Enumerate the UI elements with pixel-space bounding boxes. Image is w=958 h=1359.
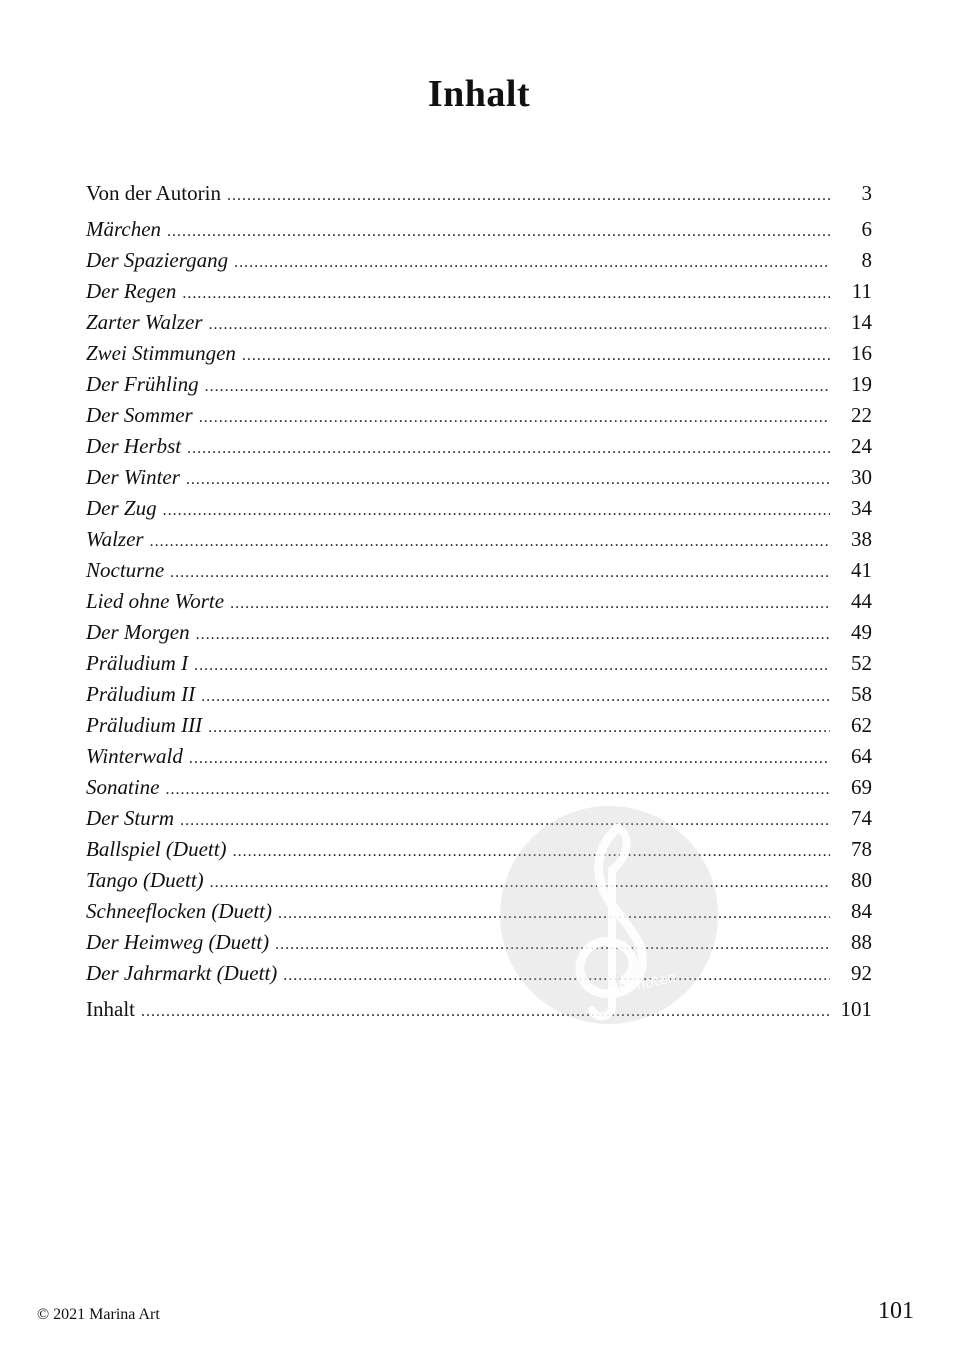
toc-entry-title: Ballspiel (Duett) [86, 837, 227, 861]
toc-dot-leader [234, 247, 830, 278]
toc-dot-leader [180, 805, 830, 836]
toc-entry-title: Nocturne [86, 558, 165, 582]
watermark-text: alle-noten [605, 969, 678, 1000]
toc-entry-page: 34 [851, 496, 872, 520]
toc-entry-title: Inhalt [86, 997, 135, 1021]
toc-entry[interactable] [86, 214, 872, 245]
toc-entry-page: 14 [851, 310, 872, 334]
toc-entry-page: 11 [851, 279, 872, 303]
toc-entry[interactable] [86, 178, 872, 209]
toc-dot-leader [166, 774, 831, 805]
toc-entry-title: Der Regen [86, 279, 177, 303]
toc-dot-leader [141, 996, 830, 1027]
toc-dot-leader [208, 712, 830, 743]
toc-dot-leader [278, 898, 830, 929]
toc-entry-title: Der Winter [86, 465, 180, 489]
toc-dot-leader [242, 340, 830, 371]
toc-entry[interactable] [86, 338, 872, 369]
toc-entry-title: Winterwald [86, 744, 183, 768]
toc-dot-leader [182, 278, 830, 309]
toc-entry-page: 52 [851, 651, 872, 675]
toc-entry-page: 88 [851, 930, 872, 954]
toc-entry[interactable] [86, 803, 872, 834]
toc-entry-page: 22 [851, 403, 872, 427]
toc-entry-page: 19 [851, 372, 872, 396]
toc-entry[interactable] [86, 710, 872, 741]
toc-entry-title: Der Herbst [86, 434, 182, 458]
toc-entry-title: Der Frühling [86, 372, 199, 396]
toc-entry-page: 92 [851, 961, 872, 985]
toc-entry-page: 78 [851, 837, 872, 861]
toc-dot-leader [201, 681, 830, 712]
toc-entry[interactable] [86, 896, 872, 927]
toc-entry-page: 41 [851, 558, 872, 582]
toc-entry-page: 80 [851, 868, 872, 892]
toc-entry-title: Der Heimweg (Duett) [86, 930, 270, 954]
toc-dot-leader [199, 402, 830, 433]
toc-dot-leader [170, 557, 830, 588]
toc-entry-page: 84 [851, 899, 872, 923]
toc-entry[interactable] [86, 586, 872, 617]
toc-dot-leader [275, 929, 830, 960]
toc-entry[interactable] [86, 245, 872, 276]
toc-dot-leader [233, 836, 830, 867]
toc-entry-title: Sonatine [86, 775, 160, 799]
toc-entry-title: Zarter Walzer [86, 310, 203, 334]
toc-entry-page: 3 [861, 181, 872, 205]
toc-entry[interactable] [86, 617, 872, 648]
toc-entry-title: Tango (Duett) [86, 868, 204, 892]
toc-dot-leader [163, 495, 830, 526]
toc-entry-title: Von der Autorin [86, 181, 221, 205]
toc-dot-leader [194, 650, 830, 681]
toc-dot-leader [230, 588, 830, 619]
toc-entry-page: 49 [851, 620, 872, 644]
toc-dot-leader [189, 743, 830, 774]
toc-entry[interactable] [86, 927, 872, 958]
toc-entry[interactable] [86, 555, 872, 586]
toc-entry[interactable] [86, 958, 872, 989]
toc-dot-leader [205, 371, 830, 402]
toc-entry-title: Schneeflocken (Duett) [86, 899, 272, 923]
toc-entry-title: Präludium III [86, 713, 203, 737]
toc-entry-page: 24 [851, 434, 872, 458]
toc-entry[interactable] [86, 400, 872, 431]
toc-entry-title: Der Spaziergang [86, 248, 229, 272]
toc-entry-title: Präludium I [86, 651, 189, 675]
toc-entry[interactable] [86, 994, 872, 1025]
toc-entry-title: Der Sommer [86, 403, 193, 427]
toc-entry-title: Präludium II [86, 682, 196, 706]
page-number: 101 [878, 1298, 914, 1324]
toc-entry-page: 6 [861, 217, 872, 241]
toc-entry-page: 74 [851, 806, 872, 830]
toc-entry-page: 16 [851, 341, 872, 365]
toc-entry[interactable] [86, 431, 872, 462]
toc-entry-title: Walzer [86, 527, 144, 551]
toc-entry-page: 44 [851, 589, 872, 613]
toc-dot-leader [283, 960, 830, 991]
toc-entry[interactable] [86, 462, 872, 493]
toc-entry-page: 101 [840, 997, 872, 1021]
toc-entry-title: Lied ohne Worte [86, 589, 225, 613]
toc-entry-page: 69 [851, 775, 872, 799]
toc-entry-title: Der Sturm [86, 806, 175, 830]
toc-dot-leader [227, 180, 830, 211]
toc-entry-page: 8 [861, 248, 872, 272]
toc-entry[interactable] [86, 307, 872, 338]
toc-entry-page: 64 [851, 744, 872, 768]
toc-entry-title: Der Morgen [86, 620, 190, 644]
toc-dot-leader [186, 464, 830, 495]
toc-dot-leader [167, 216, 830, 247]
copyright-notice: © 2021 Marina Art [37, 1306, 160, 1323]
toc-dot-leader [209, 309, 831, 340]
toc-entry[interactable] [86, 493, 872, 524]
toc-entry-page: 62 [851, 713, 872, 737]
toc-dot-leader [187, 433, 830, 464]
toc-entry-title: Zwei Stimmungen [86, 341, 236, 365]
toc-entry-page: 58 [851, 682, 872, 706]
toc-entry[interactable] [86, 369, 872, 400]
toc-entry-title: Der Jahrmarkt (Duett) [86, 961, 278, 985]
toc-entry[interactable] [86, 679, 872, 710]
toc-entry-title: Märchen [86, 217, 162, 241]
toc-entry[interactable] [86, 276, 872, 307]
toc-entry[interactable] [86, 772, 872, 803]
toc-entry[interactable] [86, 741, 872, 772]
toc-entry-page: 38 [851, 527, 872, 551]
page-title: Inhalt [427, 73, 531, 115]
toc-entry[interactable] [86, 524, 872, 555]
table-of-contents [86, 178, 872, 1025]
toc-entry-title: Der Zug [86, 496, 157, 520]
toc-dot-leader [196, 619, 830, 650]
toc-entry[interactable] [86, 648, 872, 679]
toc-entry[interactable] [86, 834, 872, 865]
toc-entry[interactable] [86, 865, 872, 896]
toc-dot-leader [150, 526, 830, 557]
toc-entry-page: 30 [851, 465, 872, 489]
toc-dot-leader [210, 867, 830, 898]
